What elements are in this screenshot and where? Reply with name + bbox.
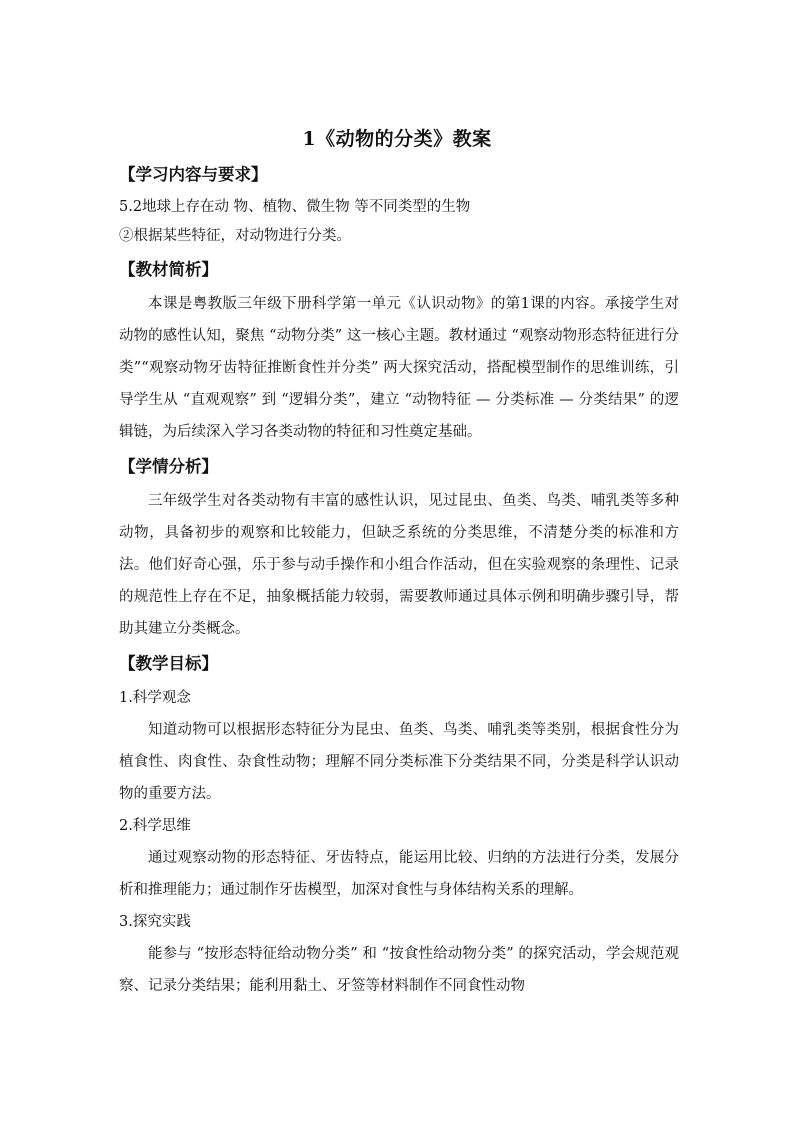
goal-text-inquiry-practice: 能参与 “按形态特征给动物分类” 和 “按食性给动物分类” 的探究活动，学会规范观察、记录分类结果；能利用黏土、牙签等材料制作不同食性动物 [119, 946, 679, 994]
goal-label-science-concept: 1.科学观念 [119, 690, 191, 706]
textbook-analysis-paragraph: 本课是粤教版三年级下册科学第一单元《认识动物》的第1课的内容。承接学生对动物的感性认知，聚焦 “动物分类” 这一核心主题。教材通过 “观察动物形态特征进行分类”“观察动物牙齿特征推断食性并分类” 两大探究活动，搭配模型制作的思维训练，引导学生从 “直观观察” 到 “逻辑分类”，建立 “动物特征 — 分类标准 — 分类结果” 的逻辑链，为后续深入学习各类动物的特征和习性奠定基础。 [119, 296, 679, 440]
goal-label-science-thinking: 2.科学思维 [119, 818, 191, 834]
section-heading-textbook: 【教材简析】 [119, 260, 218, 279]
goal-text-science-thinking: 通过观察动物的形态特征、牙齿特点，能运用比较、归纳的方法进行分类，发展分析和推理能力；通过制作牙齿模型，加深对食性与身体结构关系的理解。 [119, 850, 679, 898]
document-body [119, 156, 679, 1002]
section-heading-learning: 【学习内容与要求】 [119, 165, 268, 184]
document-title: 1《动物的分类》教案 [302, 128, 492, 150]
section-heading-goals: 【教学目标】 [119, 654, 218, 673]
learning-requirement-line: 5.2地球上存在动 物、植物、微生物 等不同类型的生物 [119, 199, 471, 215]
student-analysis-paragraph: 三年级学生对各类动物有丰富的感性认识，见过昆虫、鱼类、鸟类、哺乳类等多种动物，具备初步的观察和比较能力，但缺乏系统的分类思维，不清楚分类的标准和方法。他们好奇心强，乐于参与动手操作和小组合作活动，但在实验观察的条理性、记录的规范性上存在不足，抽象概括能力较弱，需要教师通过具体示例和明确步骤引导，帮助其建立分类概念。 [119, 493, 679, 637]
goal-text-science-concept: 知道动物可以根据形态特征分为昆虫、鱼类、鸟类、哺乳类等类别，根据食性分为植食性、肉食性、杂食性动物；理解不同分类标准下分类结果不同，分类是科学认识动物的重要方法。 [119, 722, 679, 802]
learning-requirement-subline: ②根据某些特征，对动物进行分类。 [119, 228, 351, 244]
goal-label-inquiry-practice: 3.探究实践 [119, 914, 191, 930]
section-heading-students: 【学情分析】 [119, 457, 218, 476]
